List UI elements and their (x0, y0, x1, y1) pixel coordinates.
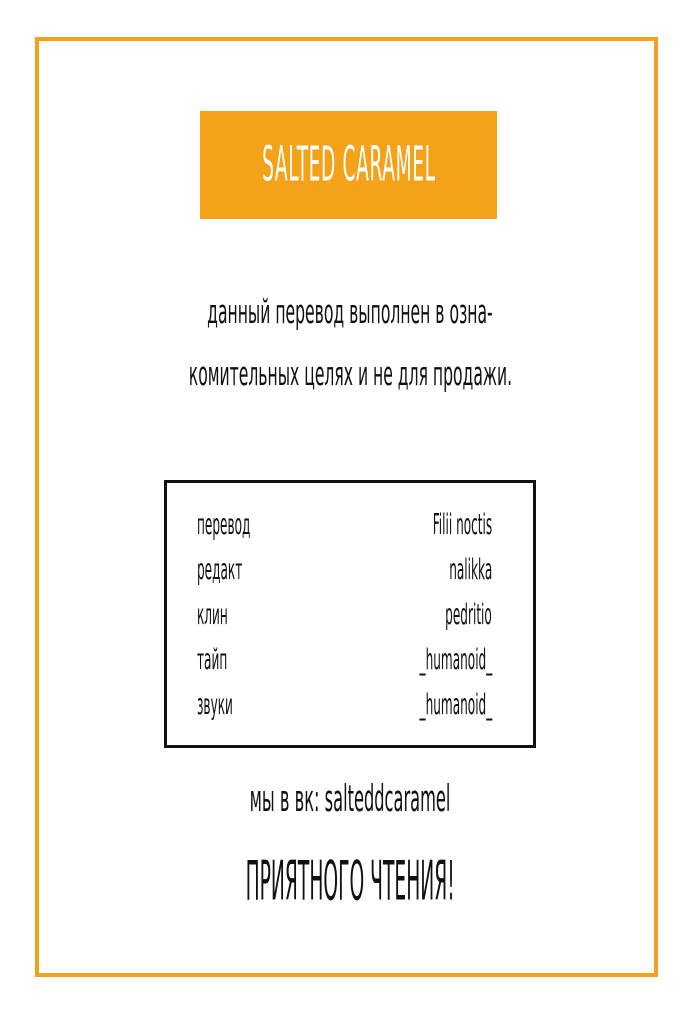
team-logo (200, 111, 497, 219)
disclaimer-text-2: комительных целях и не для продажи. (188, 356, 512, 394)
team-logo-text: SALTED CARAMEL (261, 137, 436, 193)
credit-role: перевод (197, 509, 251, 542)
credit-name: nalikka (448, 554, 492, 587)
closing-message (0, 850, 700, 914)
credits-box (164, 480, 536, 748)
closing-message-text: ПРИЯТНОГО ЧТЕНИЯ! (245, 850, 455, 914)
credit-name: pedritio (445, 599, 492, 632)
credit-row-cleaning (197, 599, 492, 643)
disclaimer-text-1: данный перевод выполнен в озна- (207, 294, 493, 332)
credit-name: _humanoid_ (419, 689, 492, 722)
disclaimer-line-1 (0, 294, 700, 332)
credit-role: редакт (197, 554, 243, 587)
credit-name: _humanoid_ (419, 644, 492, 677)
credit-row-translation (197, 509, 492, 553)
credit-name: Filii noctis (432, 509, 492, 542)
credit-role: клин (197, 599, 228, 632)
credit-row-editing (197, 554, 492, 598)
vk-contact-text: мы в вк: salteddcaramel (249, 777, 451, 820)
credit-row-typesetting (197, 644, 492, 688)
vk-contact (0, 777, 700, 820)
credit-role: тайп (197, 644, 228, 677)
credit-role: звуки (197, 689, 233, 722)
credit-row-sounds (197, 689, 492, 733)
disclaimer-line-2 (0, 356, 700, 394)
